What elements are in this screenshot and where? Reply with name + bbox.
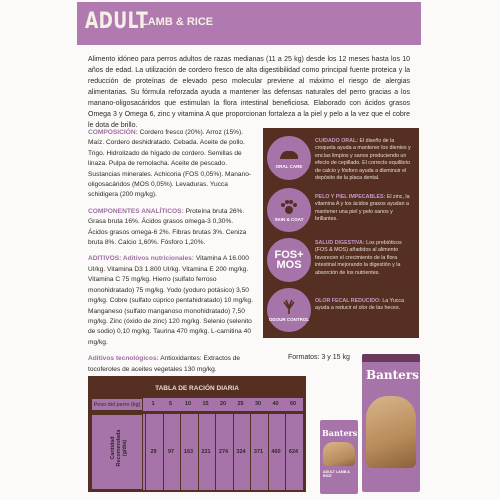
additives-text: Vitamina A 16.000 UI/kg. Vitamina D3 1.800 UI/kg. Vitamina E 200 mg/kg. Vitamina C 75 mg/kg. Hierro (sulfato ferroso monohidratado) 75 mg/kg. Yodo (yoduro potásico) 3,50 mg/kg. Cobre (sulfato cúprico pentahidratado) 10 mg/kg. Manganeso (sulfato manganoso monohidratado) 7,50 mg/kg. Zinc (óxido de zinc) 120 mg/kg. Selenio (selenito de sodio) 0,10 mg/kg. Taurina 470 mg/kg. L-carnitina 40 mg/kg. [88, 255, 253, 346]
amount-cell: 97 [163, 414, 179, 490]
weight-cell: 15 [202, 401, 209, 407]
amount-cell: 29 [145, 414, 161, 490]
benefit-title: PELO Y PIEL IMPECABLES: [315, 194, 386, 200]
benefit-text-digestive [315, 240, 415, 277]
weight-cell: 1 [151, 401, 155, 407]
dental-care-icon [267, 136, 311, 180]
benefits-panel [263, 128, 419, 338]
ration-table-title: TABLA DE RACIÓN DIARIA [155, 385, 239, 392]
dog-photo [323, 442, 355, 466]
amount-row-label-cell [91, 414, 143, 490]
analytical-section [88, 207, 254, 249]
additives-section [88, 254, 254, 348]
technological-text: Antioxidantes: Extractos de tocoferoles de aceites vegetales 130 mg/kg. [88, 355, 241, 373]
amount-cell: 371 [250, 414, 266, 490]
benefit-caption: SKIN & COAT [274, 216, 304, 222]
product-header [77, 2, 421, 45]
composition-section [88, 128, 254, 201]
technological-label: Aditivos tecnológicos: [88, 355, 159, 363]
composition-column [88, 128, 254, 381]
paw-icon [280, 199, 298, 215]
benefit-text-skin [315, 194, 415, 224]
bag-variety: ADULT LAMB & RICE [323, 470, 350, 479]
benefit-title: CUIDADO ORAL: [315, 138, 358, 144]
amount-cell: 460 [268, 414, 284, 490]
formats-label: Formatos: 3 y 15 kg [288, 354, 350, 361]
weight-cell: 10 [184, 401, 192, 407]
fos-mos-icon [267, 238, 311, 282]
dog-head-icon [278, 148, 300, 162]
amount-row-label: Cantidad Recomendada (g/día) [110, 429, 128, 467]
benefit-description: El zinc, la vitamina A y los ácidos grasos ayudan a mantener una piel y pelo sanos y brillantes. [315, 194, 410, 223]
intro-paragraph: Alimento idóneo para perros adultos de razas medianas (11 a 25 kg) desde los 12 meses hasta los 10 años de edad. La utilización de cordero fresco de alta digestibilidad como principal fuente proteica y la reducción de proteínas de elevado peso molecular previene al máximo el riesgo de alergias alimentarias. Su fórmula reforzada ayuda a mantener las defensas naturales del perro gracias a los manano-oligosacáridos que estimulan la flora intestinal beneficiosa. Elaborado con ácidos grasos Omega 3 y Omega 6, zinc y vitamina A que proporcionan fortaleza a la piel y pelo a la vez que el cobre le dota de brillo. [88, 56, 410, 129]
weight-cell: 20 [219, 401, 227, 407]
benefit-description: La Yucca ayuda a reducir el olor de las heces. [315, 298, 405, 312]
amount-cell: 624 [285, 414, 301, 490]
product-bag-small [320, 420, 358, 494]
weight-cell: 25 [237, 401, 244, 407]
bag-brand: Banters [366, 368, 419, 382]
amount-cell: 221 [198, 414, 214, 490]
product-bag-large [362, 354, 420, 492]
amount-cell: 274 [215, 414, 231, 490]
skin-coat-icon [267, 188, 311, 232]
technological-section [88, 354, 254, 375]
ration-table [88, 376, 306, 492]
benefit-caption: ORAL CARE [275, 163, 303, 169]
bag-brand: Banters [322, 428, 358, 438]
product-variety: LAMB & RICE [141, 16, 214, 28]
amount-row [91, 414, 303, 490]
benefit-description: El diseño de la croqueta ayuda a mantener los dientes y encías limpios y sanos produciendo un efecto de cepillado. El correcto equilibrio de calcio y fósforo ayuda a disminuir el depósito de la placa dental. [315, 138, 411, 182]
benefit-text-odour [315, 298, 415, 313]
composition-text: Cordero fresco (20%). Arroz (15%). Maíz. Cordero deshidratado. Cebada. Aceite de pollo. Trigo. Hidrolizado de hígado de cordero. Semillas de linaza. Pulpa de remolacha. Aceite de pescado. Sustancias minerales. Achicoria (FOS 0,05%). Manano-oligosacáridos (MOS 0,05%). Levaduras. Yucca schidigera (200 mg/kg). [88, 129, 252, 199]
analytical-text: Proteína bruta 26%. Grasa bruta 16%. Ácidos grasos omega-3 0,30%. Ácidos grasos omega-6 2%. Fibras brutas 3%. Ceniza bruta 8%. Calcio 1,60%. Fósforo 1,20%. [88, 207, 247, 247]
weight-row-label: Peso del perro (kg) [91, 398, 143, 411]
benefit-caption: ODOUR CONTROL [268, 316, 310, 322]
product-title: ADULT [85, 9, 149, 34]
weight-row [91, 398, 303, 411]
amount-cell: 163 [180, 414, 196, 490]
benefit-title: SALUD DIGESTIVA: [315, 240, 365, 246]
additives-label: ADITIVOS: Aditivos nutricionales: [88, 255, 194, 263]
composition-label: COMPOSICIÓN: [88, 129, 138, 136]
odour-control-icon [267, 288, 311, 332]
yucca-plant-icon [281, 299, 297, 315]
amount-cell: 324 [233, 414, 249, 490]
benefit-description: Los prebióticos (FOS & MOS) añadidos al alimento favorecen el crecimiento de la flora intestinal mejorando la digestión y la absorción de los nutrientes. [315, 240, 402, 276]
weight-cell: 60 [289, 401, 297, 407]
weight-cell: 30 [254, 401, 262, 407]
benefit-title: OLOR FECAL REDUCIDO: [315, 298, 381, 304]
bag-top-strip [362, 354, 420, 362]
benefit-text-oral [315, 138, 415, 182]
dog-photo [366, 396, 416, 468]
analytical-label: COMPONENTES ANALÍTICOS: [88, 207, 184, 215]
fos-mos-label: FOS+ MOS [274, 249, 304, 271]
weight-cell: 5 [168, 401, 173, 407]
weight-cell: 40 [272, 401, 279, 407]
